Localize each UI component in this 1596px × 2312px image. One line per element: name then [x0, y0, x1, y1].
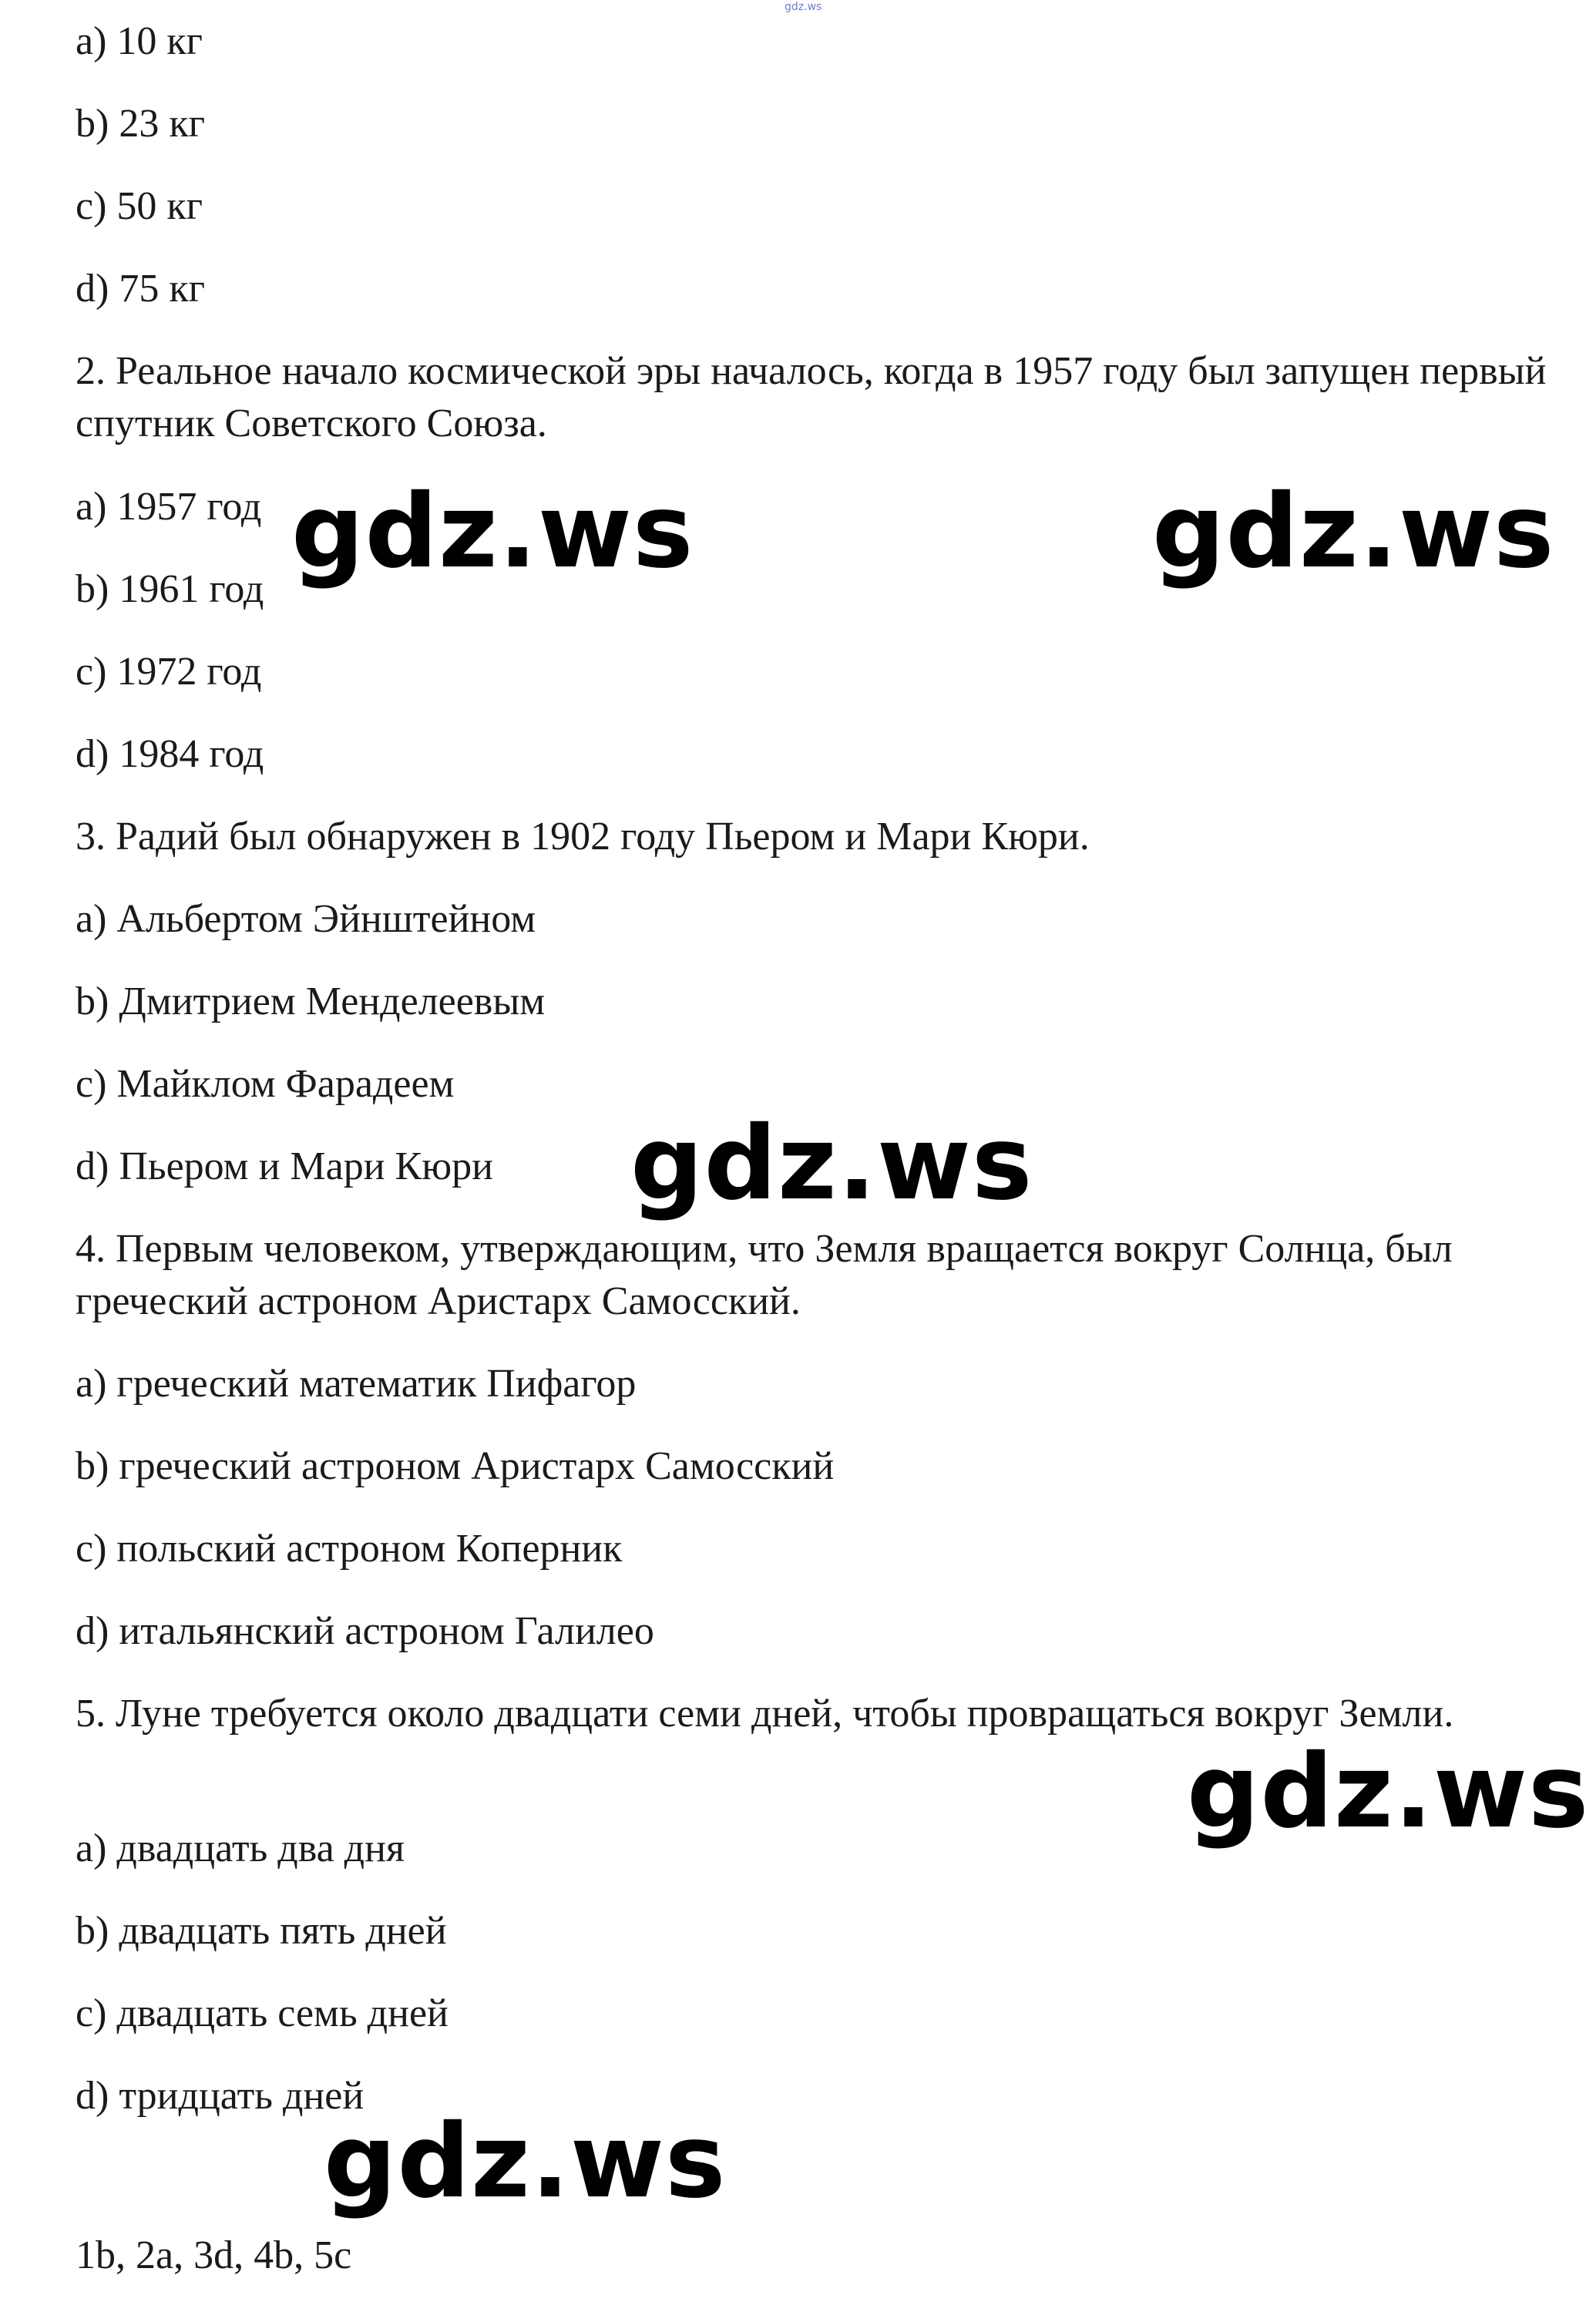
q3-statement: 3. Радий был обнаружен в 1902 году Пьером и Мари Кюри.	[76, 815, 1090, 859]
watermark: gdz.ws	[291, 472, 694, 591]
q5-statement: 5. Луне требуется около двадцати семи дней, чтобы провращаться вокруг Земли.	[76, 1692, 1454, 1736]
q4-option-c: c) польский астроном Коперник	[76, 1527, 623, 1571]
q2-option-b: b) 1961 год	[76, 567, 264, 611]
q3-option-b: b) Дмитрием Менделеевым	[76, 980, 546, 1023]
watermark: gdz.ws	[1152, 472, 1555, 591]
answer-key: 1b, 2a, 3d, 4b, 5c	[76, 2233, 352, 2277]
q2-option-a: a) 1957 год	[76, 485, 262, 529]
q4-statement: 4. Первым человеком, утверждающим, что Земля вращается вокруг Солнца, был греческий астроном Аристарх Самосский.	[76, 1227, 1453, 1323]
q1-option-b: b) 23 кг	[76, 102, 205, 146]
watermark: gdz.ws	[1187, 1732, 1590, 1851]
header-watermark: gdz.ws	[785, 1, 822, 13]
q5-option-b: b) двадцать пять дней	[76, 1909, 447, 1953]
q2-option-d: d) 1984 год	[76, 732, 264, 776]
q2-statement: 2. Реальное начало космической эры началось, когда в 1957 году был запущен первый спутник Советского Союза.	[76, 349, 1547, 445]
q5-option-a: a) двадцать два дня	[76, 1826, 405, 1870]
q1-option-d: d) 75 кг	[76, 267, 205, 311]
q4-option-d: d) итальянский астроном Галилео	[76, 1609, 654, 1653]
q4-option-a: a) греческий математик Пифагор	[76, 1362, 637, 1406]
watermark: gdz.ws	[630, 1104, 1033, 1223]
q5-option-c: c) двадцать семь дней	[76, 1991, 449, 2035]
q1-option-a: a) 10 кг	[76, 19, 203, 63]
q2-option-c: c) 1972 год	[76, 650, 262, 694]
q5-option-d: d) тридцать дней	[76, 2074, 365, 2118]
q3-option-d: d) Пьером и Мари Кюри	[76, 1144, 493, 1188]
watermark: gdz.ws	[324, 2102, 727, 2221]
q3-option-a: a) Альбертом Эйнштейном	[76, 897, 536, 941]
q4-option-b: b) греческий астроном Аристарх Самосский	[76, 1444, 835, 1488]
q3-option-c: c) Майклом Фарадеем	[76, 1062, 455, 1106]
q1-option-c: c) 50 кг	[76, 184, 203, 228]
